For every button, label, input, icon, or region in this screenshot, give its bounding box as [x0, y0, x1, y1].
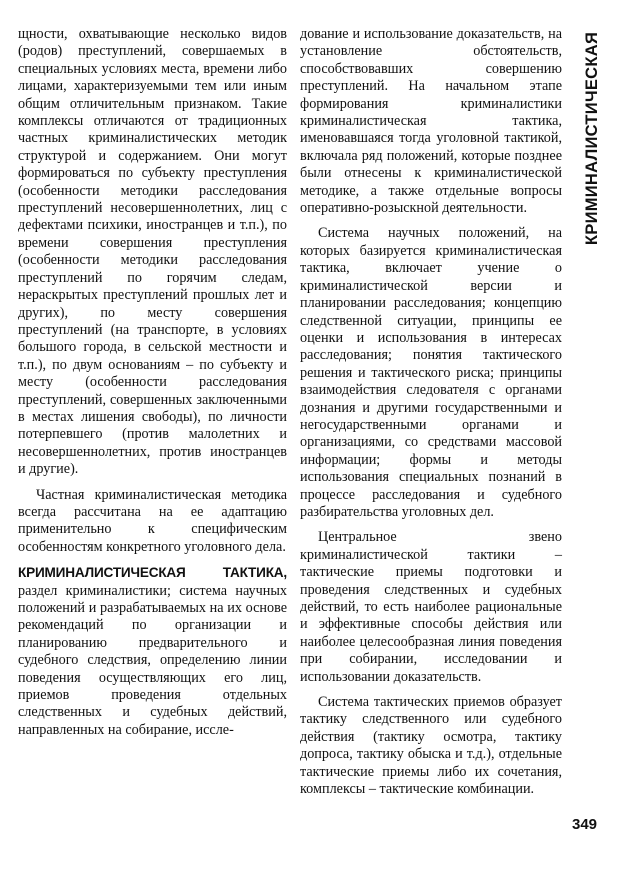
running-head-text: КРИМИНАЛИСТИЧЕСКАЯ — [583, 31, 602, 245]
entry-criminalistic-tactics — [18, 564, 287, 739]
entry-headword: КРИМИНАЛИСТИЧЕСКАЯ ТАКТИКА, — [18, 565, 287, 581]
paragraph-private-methodology: Частная криминалистическая методика всегда рассчитана на ее адаптацию применительно к специфическим особенностям конкретного уголовного дела. — [18, 486, 287, 555]
running-head — [576, 18, 610, 258]
paragraph-tactical-methods: Система тактических приемов образует тактику следственного или судебного действия (тактику осмотра, тактику допроса, тактику обыска и т.д.), отдельные тактические приемы либо их сочетания, комплексы – тактические комбинации. — [300, 694, 562, 798]
paragraph-central-link: Центральное звено криминалистической тактики – тактические приемы подготовки и проведения следственных и судебных действий, то есть наиболее рациональные и эффективные способы действия или наиболее целесообразная линия поведения при собирании, исследовании и использовании доказательств. — [300, 529, 562, 685]
paragraph-continuation-right: дование и использование доказательств, на установление обстоятельств, способствовавших совершению преступлений. На начальном этапе формирования криминалистики криминалистическая тактика, именовавшаяся тогда уголовной тактикой, включала ряд положений, которые позднее были отнесены к криминалистической методике, а также отдельные вопросы оперативно-розыскной деятельности. — [300, 26, 562, 217]
left-text-column — [18, 26, 287, 739]
paragraph-system-of-provisions: Система научных положений, на которых базируется криминалистическая тактика, включает учение о криминалистической версии и планировании расследования; концепцию следственной ситуации, принципы ее оценки и использования в интересах расследования; понятия тактического решения и тактического риска; принципы взаимодействия следователя с органами дознания и другими государственными и негосударственными органами и организациями, со средствами массовой информации; формы и методы использования специальных познаний в процессе расследования и судебного разбирательства уголовных дел. — [300, 225, 562, 520]
entry-definition: раздел криминалистики; система научных положений и разрабатываемых на их основе рекомендаций по организации и планированию предварительного и судебного следствия, определению линии поведения осуществляющих его лиц, приемов проведения отдельных следственных и судебных действий, направленных на собирание, иссле- — [18, 582, 287, 738]
paragraph-continuation: щности, охватывающие несколько видов (родов) преступлений, совершаемых в специальных условиях места, времени либо лицами, характеризуемыми тем или иным общим отличительным признаком. Такие комплексы отличаются от традиционных частных криминалистических методик структурой и содержанием. Они могут формироваться по субъекту преступления (особенности методики расследования преступлений несовершеннолетних, лиц с дефектами психики, иностранцев и т.п.), по времени совершения преступления (особенности методики расследования преступлений по горячим следам, нераскрытых преступлений прошлых лет и других), по месту совершения преступлений (на транспорте, в условиях большого города, в сельской местности и т.п.), по двум основаниям – по субъекту и месту (особенности расследования преступлений, совершенных заключенными в местах лишения свободы), по личности потерпевшего (против малолетних и несовершеннолетних, против иностранцев и другие). — [18, 26, 287, 478]
right-text-column — [300, 26, 562, 798]
page-number: 349 — [572, 816, 598, 833]
